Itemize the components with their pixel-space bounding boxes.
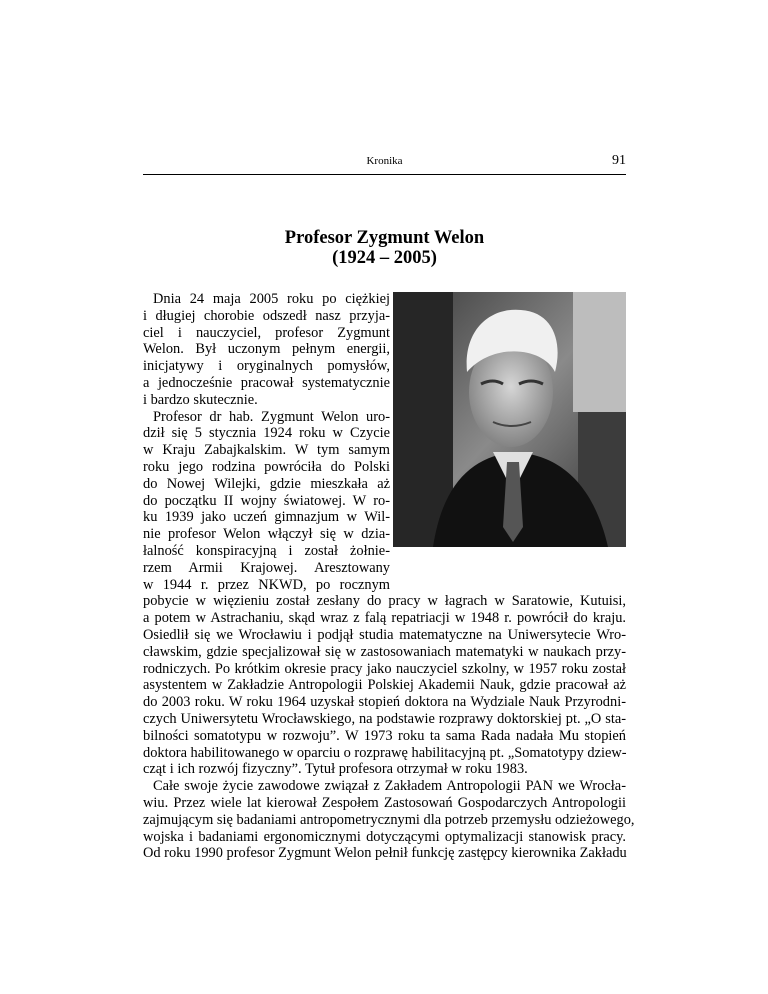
body-line: do Nowej Wilejki, gdzie mieszkała aż xyxy=(143,475,390,492)
page-number: 91 xyxy=(612,153,626,168)
body-line: rodniczych. Po krótkim okresie pracy jako nauczyciel szkolny, w 1957 roku został xyxy=(143,660,626,677)
body-line: łalność konspiracyjną i został żołnie- xyxy=(143,543,390,559)
body-line: Od roku 1990 profesor Zygmunt Welon pełnił funkcję zastępcy kierownika Zakładu xyxy=(143,845,627,862)
body-line: i długiej chorobie odszedł nasz przyja- xyxy=(143,307,390,324)
body-line: i bardzo skutecznie. xyxy=(143,391,258,408)
running-head: Kronika xyxy=(366,155,403,167)
body-line: Osiedlił się we Wrocławiu i podjął studia matematyczne na Uniwersytecie Wro- xyxy=(143,627,626,643)
body-line: rzem Armii Krajowej. Aresztowany xyxy=(143,559,390,576)
body-line: do początku II wojny światowej. W ro- xyxy=(143,492,390,509)
body-line: w Kraju Zabajkalskim. W tym samym xyxy=(143,442,390,459)
body-line: Profesor dr hab. Zygmunt Welon uro- xyxy=(153,408,390,425)
body-line: czych Uniwersytetu Wrocławskiego, na podstawie rozprawy doktorskiej pt. „O sta- xyxy=(143,711,626,727)
body-line: Welon. Był uczonym pełnym energii, xyxy=(143,341,390,358)
body-line: cząt i ich rozwój fizyczny”. Tytuł profesora otrzymał w roku 1983. xyxy=(143,761,528,778)
body-line: wiu. Przez wiele lat kierował Zespołem Zastosowań Gospodarczych Antropologii xyxy=(143,795,626,811)
body-line: wojska i badaniami ergonomicznymi dotyczącymi optymalizacji stanowisk pracy. xyxy=(143,828,626,845)
body-line: doktora habilitowanego w oparciu o rozprawę habilitacyjną pt. „Somatotypy dziew- xyxy=(143,744,627,761)
body-line: ciel i nauczyciel, profesor Zygmunt xyxy=(143,324,390,341)
body-line: cławskim, gdzie specjalizował się w zastosowaniach matematyki w naukach przy- xyxy=(143,643,626,660)
body-line: Całe swoje życie zawodowe związał z Zakładem Antropologii PAN we Wrocła- xyxy=(153,778,626,795)
body-line: asystentem w Zakładzie Antropologii Polskiej Akademii Nauk, gdzie pracował aż xyxy=(143,677,626,694)
body-line: a potem w Astrachaniu, skąd wraz z falą repatriacji w 1948 r. powrócił do kraju. xyxy=(143,610,626,627)
body-line: w 1944 r. przez NKWD, po rocznym xyxy=(143,576,390,593)
body-line: Dnia 24 maja 2005 roku po ciężkiej xyxy=(153,291,390,307)
title-name: Profesor Zygmunt Welon xyxy=(284,228,485,248)
body-line: zajmującym się badaniami antropometrycznymi dla potrzeb przemysłu odzieżowego, xyxy=(143,811,635,828)
portrait-photo xyxy=(393,292,626,547)
article-title xyxy=(143,228,626,268)
body-line: roku jego rodzina powróciła do Polski xyxy=(143,459,390,475)
body-line: a jednocześnie pracował systematycznie xyxy=(143,375,390,391)
body-line: dził się 5 stycznia 1924 roku w Czycie xyxy=(143,425,390,442)
body-line: do 2003 roku. W roku 1964 uzyskał stopień doktora na Wydziale Nauk Przyrodni- xyxy=(143,694,626,711)
body-line: bilności somatotypu w rozwoju”. W 1973 roku ta sama Rada nadała Mu stopień xyxy=(143,727,626,744)
body-line: ku 1939 jako uczeń gimnazjum w Wil- xyxy=(143,509,390,526)
body-line: pobycie w więzieniu został zesłany do pracy w łagrach w Saratowie, Kutuisi, xyxy=(143,593,626,610)
body-line: inicjatywy i oryginalnych pomysłów, xyxy=(143,358,390,375)
page-header xyxy=(143,150,626,175)
body-line: nie profesor Welon włączył się w dzia- xyxy=(143,526,390,543)
title-dates: (1924 – 2005) xyxy=(332,248,437,268)
